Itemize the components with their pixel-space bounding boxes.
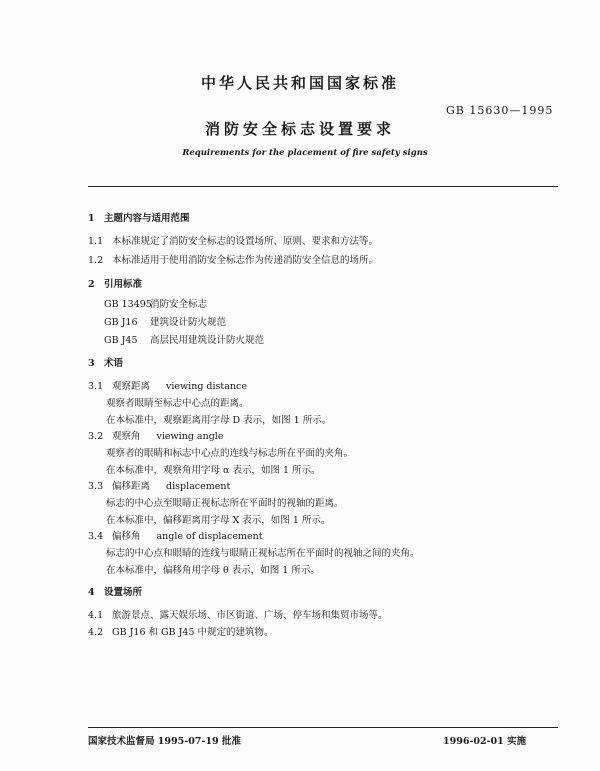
term-3-4: 3.4 偏移角 angle of displacement (88, 531, 263, 542)
clause-4-1: 4.1 旅游景点、露天娱乐场、市区街道、广场、停车场和集贸市场等。 (88, 610, 388, 621)
section-title: 术语 (104, 358, 124, 369)
implementation-date: 1996-02-01 实施 (443, 736, 527, 747)
term-3-3: 3.3 偏移距离 displacement (88, 481, 231, 492)
approval-line: 国家技术监督局 1995-07-19 批准 (88, 736, 241, 747)
term-3-2-note: 在本标准中，观察角用字母 α 表示，如图 1 所示。 (106, 465, 321, 476)
header-title: 中华人民共和国国家标准 (200, 74, 399, 92)
section-number: 2 (88, 279, 95, 290)
term-3-4-definition: 标志的中心点和眼睛的连线与眼睛正视标志所在平面时的视轴之间的夹角。 (106, 548, 420, 559)
bottom-divider (88, 727, 558, 728)
section-1-heading (88, 210, 190, 224)
term-3-2-definition: 观察者的眼睛和标志中心点的连线与标志所在平面的夹角。 (106, 448, 354, 459)
term-3-2: 3.2 观察角 viewing angle (88, 431, 224, 442)
section-4-heading (88, 584, 142, 598)
reference-gb13495: GB 13495消防安全标志 (104, 299, 208, 310)
section-number: 1 (88, 213, 95, 224)
term-3-4-note: 在本标准中，偏移角用字母 θ 表示，如图 1 所示。 (106, 565, 320, 576)
term-3-3-definition: 标志的中心点至眼睛正视标志所在平面时的视轴的距离。 (106, 498, 344, 509)
top-divider (88, 186, 558, 187)
section-3-heading (88, 355, 123, 369)
reference-gbj45: GB J45 高层民用建筑设计防火规范 (104, 335, 265, 346)
section-title: 引用标准 (104, 279, 143, 290)
section-number: 4 (88, 587, 95, 598)
section-2-heading (88, 276, 142, 290)
clause-4-2: 4.2 GB J16 和 GB J45 中规定的建筑物。 (88, 627, 274, 638)
standard-number: GB 15630—1995 (446, 104, 554, 117)
section-title: 主题内容与适用范围 (104, 213, 190, 224)
term-3-1-definition: 观察者眼睛至标志中心点的距离。 (106, 398, 249, 409)
term-3-1: 3.1 观察距离 viewing distance (88, 381, 247, 392)
reference-gbj16: GB J16 建筑设计防火规范 (104, 317, 227, 328)
section-title: 设置场所 (104, 587, 143, 598)
document-subtitle: Requirements for the placement of fire safety signs (182, 148, 428, 158)
clause-1-2: 1.2 本标准适用于使用消防安全标志作为传递消防安全信息的场所。 (88, 255, 379, 266)
term-3-3-note: 在本标准中，偏移距离用字母 X 表示，如图 1 所示。 (106, 515, 331, 526)
clause-1-1: 1.1 本标准规定了消防安全标志的设置场所、原则、要求和方法等。 (88, 236, 379, 247)
section-number: 3 (88, 358, 95, 369)
document-title: 消防安全标志设置要求 (204, 120, 395, 138)
term-3-1-note: 在本标准中，观察距离用字母 D 表示，如图 1 所示。 (106, 415, 332, 426)
